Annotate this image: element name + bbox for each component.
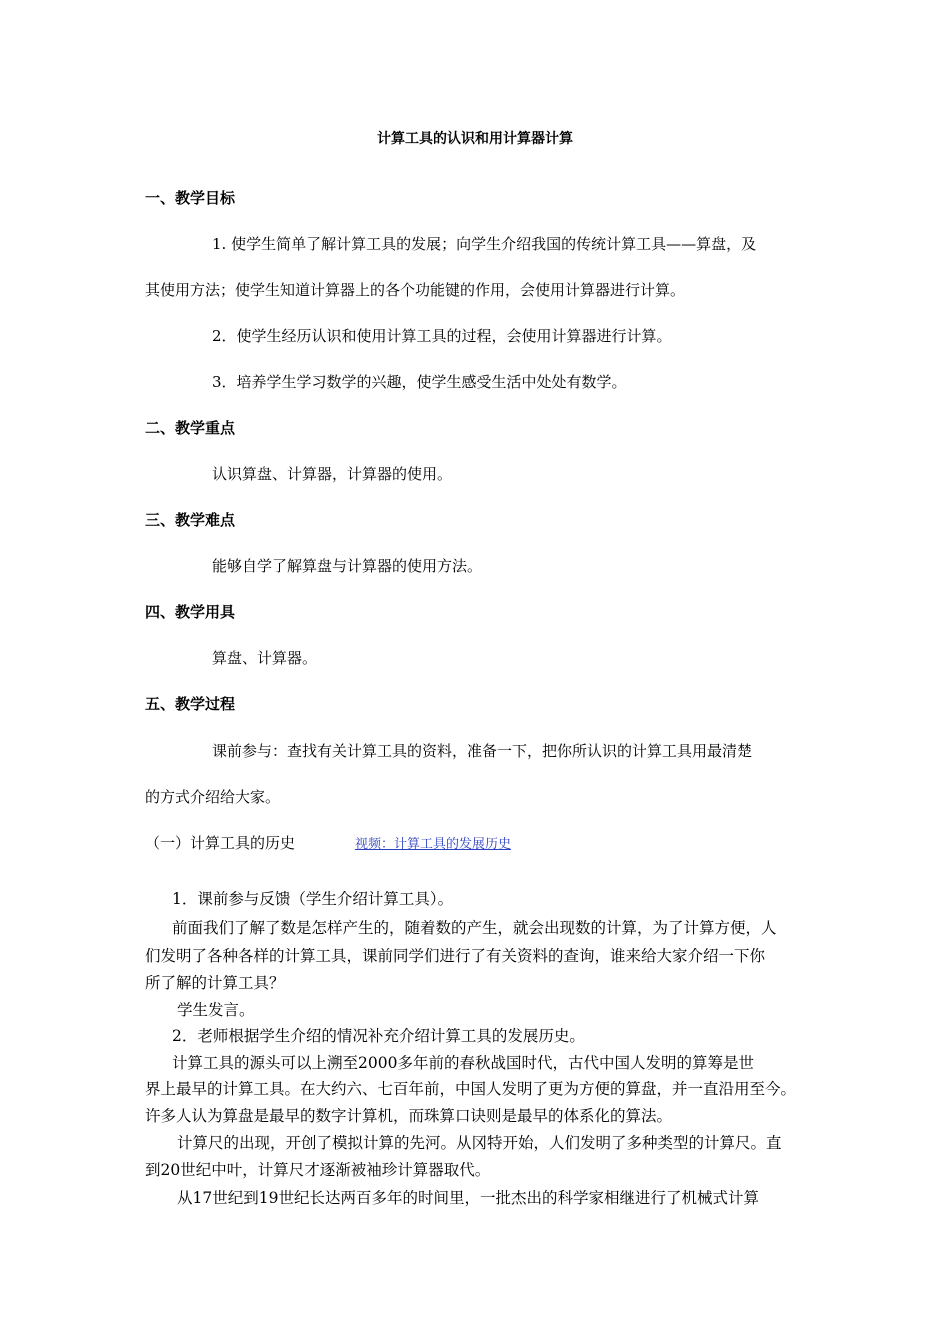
paragraph-line: 算盘、计算器。 [212, 649, 318, 667]
heading-teaching-goals: 一、教学目标 [145, 189, 236, 207]
body-line: 学生发言。 [177, 1001, 255, 1019]
body-line: 计算尺的出现，开创了模拟计算的先河。从冈特开始，人们发明了多种类型的计算尺。直 [177, 1134, 782, 1152]
paragraph-line: 其使用方法；使学生知道计算器上的各个功能键的作用，会使用计算器进行计算。 [145, 281, 686, 299]
body-line: 1．课前参与反馈（学生介绍计算工具）。 [172, 890, 454, 908]
paragraph-line: 2．使学生经历认识和使用计算工具的过程，会使用计算器进行计算。 [212, 327, 672, 345]
paragraph-line: 1. 使学生简单了解计算工具的发展；向学生介绍我国的传统计算工具——算盘，及 [212, 235, 757, 253]
page-title: 计算工具的认识和用计算器计算 [377, 131, 573, 147]
subheading-history: （一）计算工具的历史 [145, 834, 296, 852]
body-line: 到20世纪中叶，计算尺才逐渐被袖珍计算器取代。 [145, 1161, 491, 1179]
body-line: 界上最早的计算工具。在大约六、七百年前，中国人发明了更为方便的算盘，并一直沿用至今。 [145, 1080, 797, 1098]
heading-teaching-tools: 四、教学用具 [145, 603, 236, 621]
video-link[interactable]: 视频：计算工具的发展历史 [355, 837, 512, 852]
paragraph-line: 认识算盘、计算器，计算器的使用。 [212, 465, 453, 483]
body-line: 所了解的计算工具？ [145, 974, 285, 992]
paragraph-line: 的方式介绍给大家。 [145, 788, 281, 806]
body-line: 前面我们了解了数是怎样产生的，随着数的产生，就会出现数的计算，为了计算方便，人 [172, 919, 777, 937]
heading-difficulties: 三、教学难点 [145, 511, 236, 529]
heading-key-points: 二、教学重点 [145, 419, 236, 437]
heading-teaching-process: 五、教学过程 [145, 695, 236, 713]
paragraph-line: 课前参与：查找有关计算工具的资料，准备一下，把你所认识的计算工具用最清楚 [212, 742, 753, 760]
body-line: 们发明了各种各样的计算工具，课前同学们进行了有关资料的查询，谁来给大家介绍一下你 [145, 947, 766, 965]
body-line: 2．老师根据学生介绍的情况补充介绍计算工具的发展历史。 [172, 1027, 585, 1045]
paragraph-line: 能够自学了解算盘与计算器的使用方法。 [212, 557, 483, 575]
paragraph-line: 3．培养学生学习数学的兴趣，使学生感受生活中处处有数学。 [212, 373, 627, 391]
body-line: 从17世纪到19世纪长达两百多年的时间里，一批杰出的科学家相继进行了机械式计算 [177, 1189, 759, 1207]
body-line: 许多人认为算盘是最早的数字计算机，而珠算口诀则是最早的体系化的算法。 [145, 1107, 673, 1125]
body-line: 计算工具的源头可以上溯至2000多年前的春秋战国时代，古代中国人发明的算筹是世 [172, 1054, 754, 1072]
